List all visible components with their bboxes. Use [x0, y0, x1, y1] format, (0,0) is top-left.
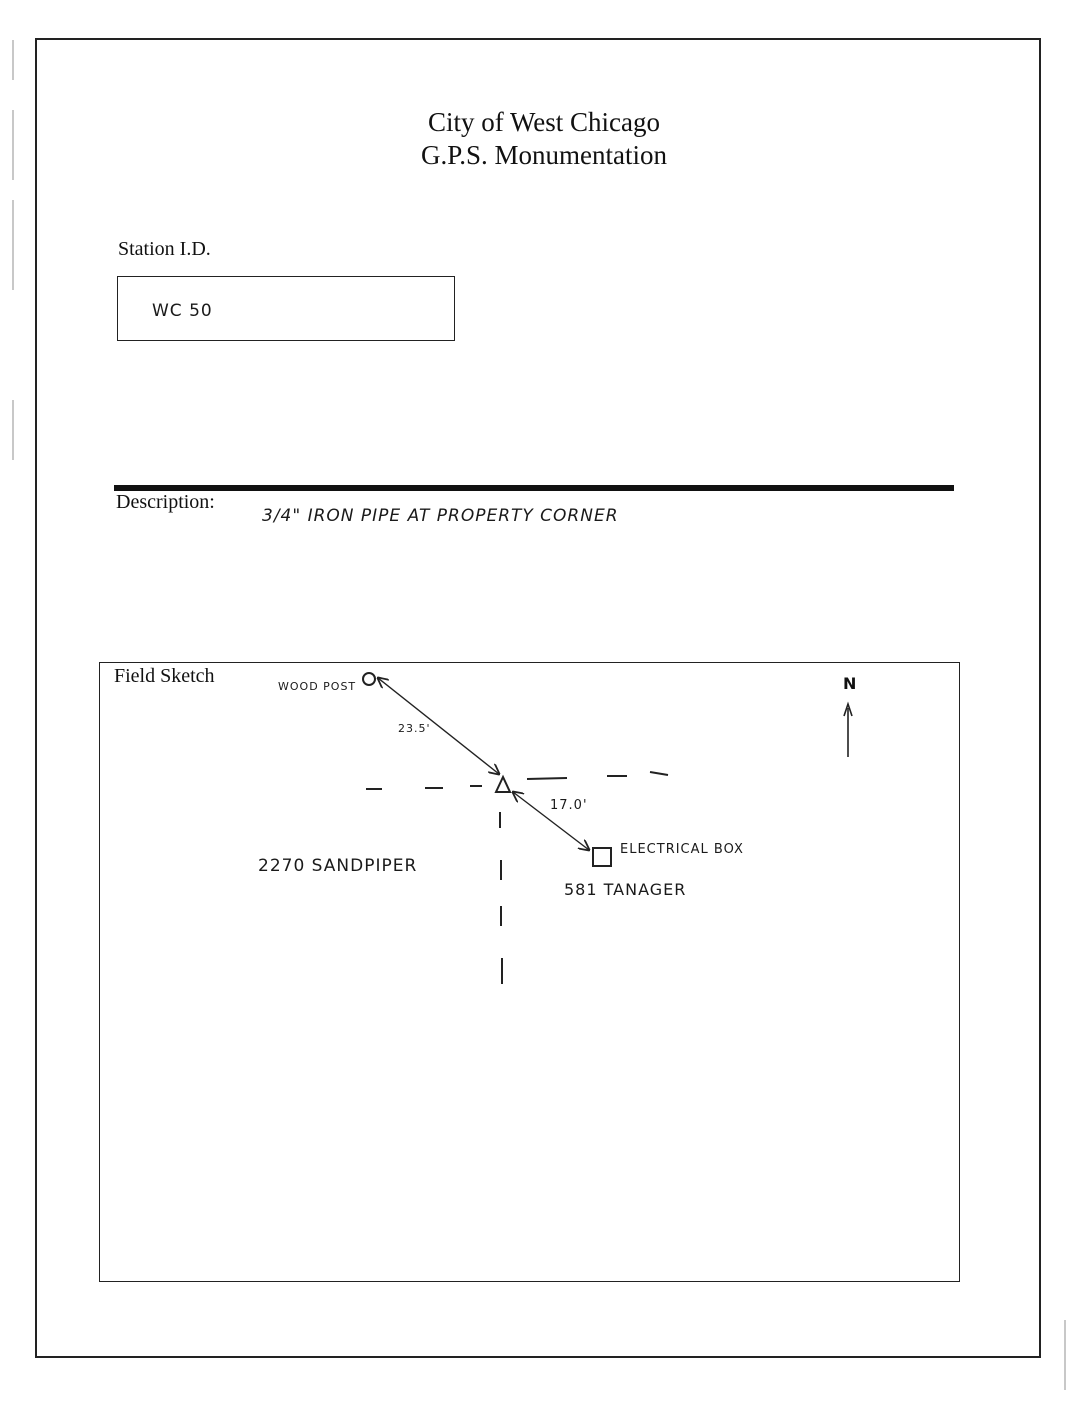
field-sketch-label: Field Sketch	[114, 665, 215, 687]
address-right-label: 581 TANAGER	[564, 880, 687, 899]
address-left-label: 2270 SANDPIPER	[258, 856, 418, 876]
wood-post-distance-label: 23.5'	[398, 722, 431, 735]
wood-post-label: WOOD POST	[278, 680, 357, 693]
property-line-dash	[527, 778, 567, 779]
station-id-value: WC 50	[152, 301, 213, 321]
property-line-dash	[650, 772, 668, 775]
monument-triangle-icon	[496, 777, 510, 792]
north-label: N	[843, 674, 857, 693]
wood-post-distance-line	[378, 678, 499, 774]
electrical-box-label: ELECTRICAL BOX	[620, 842, 744, 857]
description-label: Description:	[116, 491, 215, 513]
station-id-label: Station I.D.	[118, 238, 211, 260]
electrical-box-marker	[593, 848, 611, 866]
electrical-box-distance-label: 17.0'	[550, 798, 588, 813]
page-subtitle: G.P.S. Monumentation	[420, 140, 668, 170]
wood-post-marker	[363, 673, 375, 685]
page-title: City of West Chicago	[427, 107, 661, 137]
description-value: 3/4" IRON PIPE AT PROPERTY CORNER	[262, 506, 619, 526]
